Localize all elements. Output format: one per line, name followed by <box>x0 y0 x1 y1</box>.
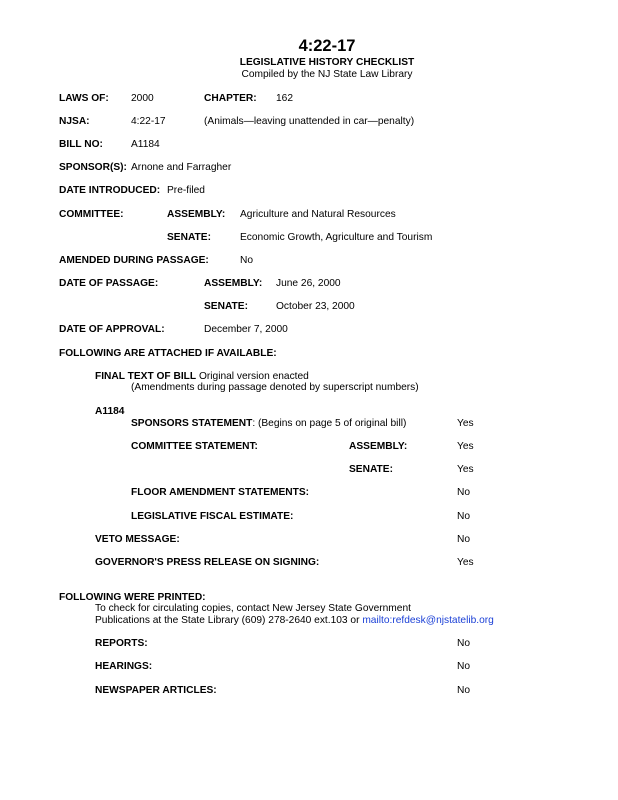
committee-senate-value: Economic Growth, Agriculture and Tourism <box>240 232 433 243</box>
email-link[interactable]: mailto:refdesk@njstatelib.org <box>362 615 494 626</box>
newspaper-label: NEWSPAPER ARTICLES: <box>95 685 217 696</box>
sponsors-statement-label: SPONSORS STATEMENT <box>131 418 253 429</box>
committee-statement-label: COMMITTEE STATEMENT: <box>131 441 258 452</box>
sponsors-statement-value: Yes <box>457 418 474 429</box>
sponsors-value: Arnone and Farragher <box>131 162 232 173</box>
statute-title: 4:22-17 <box>298 37 356 55</box>
committee-assembly-value: Agriculture and Natural Resources <box>240 209 396 220</box>
printed-line-2-text: Publications at the State Library (609) 278-2640 ext.103 or <box>95 615 363 626</box>
approval-value: December 7, 2000 <box>204 324 288 335</box>
committee-statement-assembly-value: Yes <box>457 441 474 452</box>
committee-assembly-label: ASSEMBLY: <box>167 209 226 220</box>
bill-no-label: BILL NO: <box>59 139 103 150</box>
floor-amendment-label: FLOOR AMENDMENT STATEMENTS: <box>131 487 310 498</box>
chapter-label: CHAPTER: <box>204 93 257 104</box>
fiscal-estimate-label: LEGISLATIVE FISCAL ESTIMATE: <box>131 511 294 522</box>
date-introduced-value: Pre-filed <box>167 185 205 196</box>
printed-line-1: To check for circulating copies, contact New Jersey State Government <box>95 603 411 614</box>
final-text-value: Original version enacted <box>198 371 309 382</box>
newspaper-value: No <box>457 685 471 696</box>
sponsors-statement-note: : (Begins on page 5 of original bill) <box>252 418 407 429</box>
compiled-by: Compiled by the NJ State Law Library <box>241 69 413 80</box>
reports-label: REPORTS: <box>95 638 148 649</box>
veto-value: No <box>457 534 471 545</box>
printed-heading: FOLLOWING WERE PRINTED: <box>59 592 206 603</box>
approval-label: DATE OF APPROVAL: <box>59 324 165 335</box>
final-text-note: (Amendments during passage denoted by superscript numbers) <box>131 382 419 393</box>
passage-label: DATE OF PASSAGE: <box>59 278 159 289</box>
press-release-value: Yes <box>457 557 474 568</box>
amended-value: No <box>240 255 254 266</box>
sponsors-statement-line <box>131 418 406 430</box>
bill-no-value: A1184 <box>131 139 160 150</box>
amended-label: AMENDED DURING PASSAGE: <box>59 255 209 266</box>
attached-heading: FOLLOWING ARE ATTACHED IF AVAILABLE: <box>59 348 277 359</box>
sponsors-label: SPONSOR(S): <box>59 162 127 173</box>
passage-assembly-label: ASSEMBLY: <box>204 278 263 289</box>
committee-statement-senate-value: Yes <box>457 464 474 475</box>
njsa-label: NJSA: <box>59 116 90 127</box>
passage-senate-value: October 23, 2000 <box>276 301 355 312</box>
hearings-value: No <box>457 661 471 672</box>
checklist-title: LEGISLATIVE HISTORY CHECKLIST <box>239 57 415 68</box>
press-release-label: GOVERNOR'S PRESS RELEASE ON SIGNING: <box>95 557 320 568</box>
chapter-value: 162 <box>276 93 293 104</box>
passage-senate-label: SENATE: <box>204 301 248 312</box>
attached-bill: A1184 <box>95 406 125 417</box>
njsa-description: (Animals—leaving unattended in car—penalty) <box>204 116 415 127</box>
laws-of-value: 2000 <box>131 93 154 104</box>
committee-statement-assembly-label: ASSEMBLY: <box>349 441 408 452</box>
committee-senate-label: SENATE: <box>167 232 211 243</box>
njsa-value: 4:22-17 <box>131 116 166 127</box>
hearings-label: HEARINGS: <box>95 661 153 672</box>
committee-statement-senate-label: SENATE: <box>349 464 393 475</box>
printed-line-2 <box>95 615 494 627</box>
laws-of-label: LAWS OF: <box>59 93 109 104</box>
reports-value: No <box>457 638 471 649</box>
committee-label: COMMITTEE: <box>59 209 124 220</box>
fiscal-estimate-value: No <box>457 511 471 522</box>
final-text-label: FINAL TEXT OF BILL <box>95 371 197 382</box>
veto-label: VETO MESSAGE: <box>95 534 180 545</box>
floor-amendment-value: No <box>457 487 471 498</box>
passage-assembly-value: June 26, 2000 <box>276 278 341 289</box>
date-introduced-label: DATE INTRODUCED: <box>59 185 161 196</box>
